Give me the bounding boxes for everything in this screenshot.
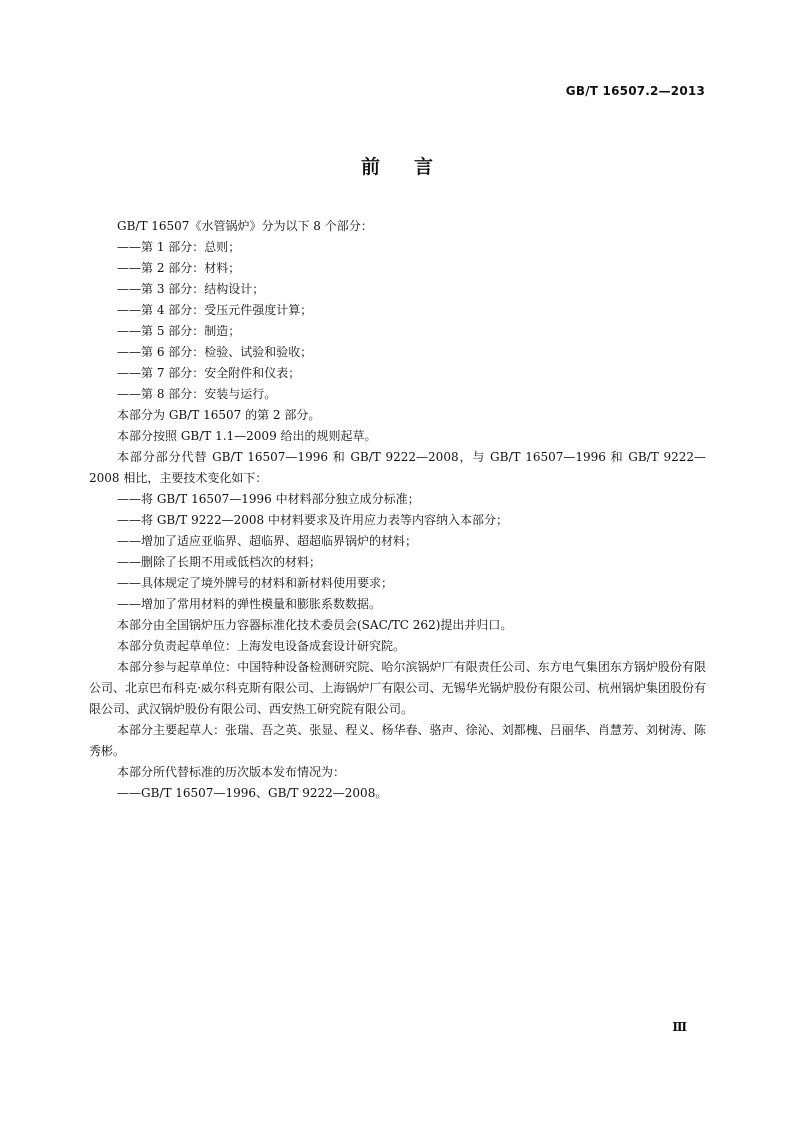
- list-item: ——GB/T 16507—1996、GB/T 9222—2008。: [117, 786, 388, 800]
- list-item: ——第 4 部分：受压元件强度计算；: [117, 303, 313, 317]
- list-item: ——第 6 部分：检验、试验和验收；: [117, 345, 313, 359]
- paragraph: 本部分按照 GB/T 1.1—2009 给出的规则起草。: [117, 429, 377, 443]
- list-item: ——增加了常用材料的弹性模量和膨胀系数数据。: [117, 597, 382, 611]
- paragraph: 本部分负责起草单位：上海发电设备成套设计研究院。: [117, 639, 406, 653]
- list-item: ——删除了长期不用或低档次的材料；: [117, 555, 322, 569]
- list-item: ——第 1 部分：总则；: [117, 240, 241, 254]
- paragraph: 本部分部分代替 GB/T 16507—1996 和 GB/T 9222—2008，与 GB/T 16507—1996 和 GB/T 9222—2008 相比，主要技术变化如下：: [89, 450, 706, 485]
- standard-code: GB/T 16507.2—2013: [565, 84, 705, 98]
- list-item: ——将 GB/T 9222—2008 中材料要求及许用应力表等内容纳入本部分；: [117, 513, 508, 527]
- list-item: ——第 7 部分：安全附件和仪表；: [117, 366, 301, 380]
- paragraph: 本部分主要起草人：张瑞、吾之英、张显、程义、杨华春、骆声、徐沁、刘都槐、吕丽华、肖慧芳、刘树涛、陈秀彬。: [89, 723, 706, 758]
- paragraph: 本部分参与起草单位：中国特种设备检测研究院、哈尔滨锅炉厂有限责任公司、东方电气集团东方锅炉股份有限公司、北京巴布科克·威尔科克斯有限公司、上海锅炉厂有限公司、无锡华光锅炉股份有限公司、杭州锅炉集团股份有限公司、武汉锅炉股份有限公司、西安热工研究院有限公司。: [89, 660, 706, 716]
- paragraph: 本部分所代替标准的历次版本发布情况为：: [117, 765, 346, 779]
- list-item: ——将 GB/T 16507—1996 中材料部分独立成分标准；: [117, 492, 420, 506]
- list-item: ——增加了适应亚临界、超临界、超超临界锅炉的材料；: [117, 534, 418, 548]
- page-number: Ⅲ: [672, 1020, 687, 1034]
- paragraph: GB/T 16507《水管锅炉》分为以下 8 个部分：: [117, 219, 373, 233]
- list-item: ——第 8 部分：安装与运行。: [117, 387, 277, 401]
- list-item: ——第 2 部分：材料；: [117, 261, 241, 275]
- preface-body: [89, 216, 706, 804]
- list-item: ——第 3 部分：结构设计；: [117, 282, 265, 296]
- page-title: 前言: [360, 156, 467, 178]
- list-item: ——具体规定了境外牌号的材料和新材料使用要求；: [117, 576, 394, 590]
- list-item: ——第 5 部分：制造；: [117, 324, 241, 338]
- paragraph: 本部分由全国锅炉压力容器标准化技术委员会(SAC/TC 262)提出并归口。: [117, 618, 513, 632]
- paragraph: 本部分为 GB/T 16507 的第 2 部分。: [117, 408, 321, 422]
